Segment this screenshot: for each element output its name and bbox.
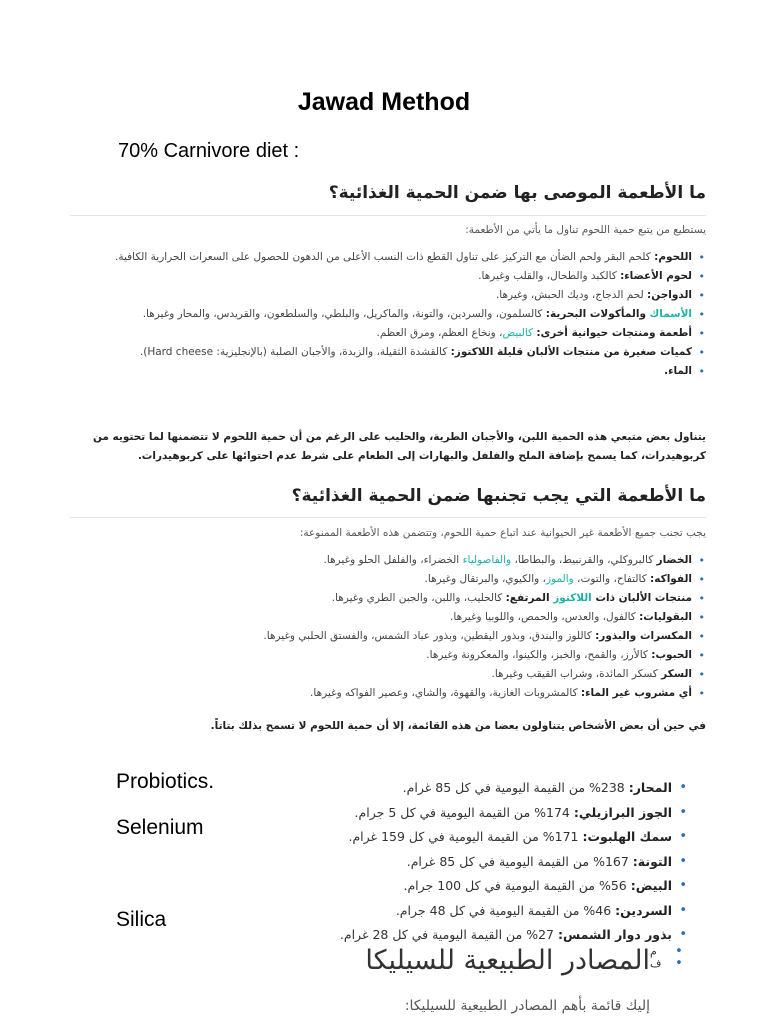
- bullet-pair: [664, 946, 694, 970]
- document-subtitle: 70% Carnivore diet :: [118, 140, 300, 162]
- list-item: • بذور دوار الشمس: 27% من القيمة اليومية في كل 28 غرام.: [212, 923, 672, 948]
- list-item: • التونة: 167% من القيمة اليومية في كل 85 غرام.: [212, 850, 672, 875]
- list-item: • الدواجن: لحم الدجاج، وديك الحبش، وغيرها.: [62, 286, 692, 305]
- list-item: • أي مشروب غير الماء: كالمشروبات الغازية، والقهوة، والشاي، وعصير الفواكه وغيرها.: [62, 684, 692, 703]
- silica-sources-heading: المصادر الطبيعية للسيليكا: [365, 945, 650, 976]
- list-item: • المكسرات والبذور: كاللوز والبندق، وبذور اليقطين، وبذور عباد الشمس، والفستق الحلبي وغيرها.: [62, 627, 692, 646]
- list-item: • أطعمة ومنتجات حيوانية أخرى: كالبيض، ونخاع العظم، ومرق العظم.: [62, 324, 692, 343]
- section-divider: [70, 517, 706, 518]
- list-item: • السكر كسكر المائدة، وشراب القيقب وغيرها.: [62, 665, 692, 684]
- avoid-foods-note: في حين أن بعض الأشخاص يتناولون بعضا من هذه القائمة، إلا أن حمية اللحوم لا تسمح بذلك بتاتاً.: [210, 720, 706, 732]
- list-item: • المحار: 238% من القيمة اليومية في كل 85 غرام.: [212, 776, 672, 801]
- avoid-foods-list: [62, 551, 706, 703]
- list-item: • الفواكه: كالتفاح، والتوت، والموز، والكيوي، والبرتقال وغيرها.: [62, 570, 692, 589]
- list-item: • لحوم الأعضاء: كالكبد والطحال، والقلب وغيرها.: [62, 267, 692, 286]
- truncated-text: م ف: [650, 945, 662, 970]
- probiotics-label: Probiotics.: [116, 770, 215, 793]
- selenium-label: Selenium: [116, 816, 204, 839]
- silica-sources-intro: إليك قائمة بأهم المصادر الطبيعية للسيليكا:: [404, 998, 650, 1014]
- document-title: Jawad Method: [297, 88, 471, 116]
- avoid-foods-heading: ما الأطعمة التي يجب تجنبها ضمن الحمية الغذائية؟: [291, 486, 706, 506]
- bullet-icon: •: [675, 956, 683, 971]
- list-item: • الماء.: [62, 362, 692, 381]
- list-item: • الحبوب: كالأرز، والقمح، والخبز، والكينوا، والمعكرونة وغيرها.: [62, 646, 692, 665]
- allowed-foods-heading: ما الأطعمة الموصى بها ضمن الحمية الغذائية؟: [328, 183, 706, 203]
- list-item: • البيض: 56% من القيمة اليومية في كل 100 جرام.: [212, 874, 672, 899]
- silica-label: Silica: [116, 908, 167, 931]
- avoid-foods-intro: يجب تجنب جميع الأطعمة غير الحيوانية عند اتباع حمية اللحوم، وتتضمن هذه الأطعمة الممنوعة:: [299, 527, 706, 539]
- allowed-foods-note: يتناول بعض متبعي هذه الحمية اللبن، والأجبان الطرية، والحليب على الرغم من أن حمية اللحوم لا تتضمنها لما تحتويه من كربوهيدرات، كما يسمح بإضافة الملح والفلفل والبهارات إلى الطعام على شرط عدم احتوائها على كربوهيدرات.: [92, 431, 706, 462]
- fish-link[interactable]: الأسماك: [649, 308, 692, 320]
- list-item: • الأسماك والمأكولات البحرية: كالسلمون، والسردين، والتونة، والماكريل، والبلطي، والسلطعون، والقريدس، والمحار وغيرها.: [62, 305, 692, 324]
- list-item: • الجوز البرازيلي: 174% من القيمة اليومية في كل 5 جرام.: [212, 801, 672, 826]
- list-item: • السردين: 46% من القيمة اليومية في كل 48 جرام.: [212, 899, 672, 924]
- lactose-link[interactable]: اللاكتوز: [553, 592, 592, 604]
- allowed-foods-list: [62, 248, 706, 381]
- selenium-sources-list: [212, 776, 688, 948]
- list-item: • الخضار كالبروكلي، والقرنبيط، والبطاطا، والفاصولياء الخضراء، والفلفل الحلو وغيرها.: [62, 551, 692, 570]
- bullet-icon: •: [675, 944, 683, 959]
- allowed-foods-intro: يستطيع من يتبع حمية اللحوم تناول ما يأتي من الأطعمة:: [465, 224, 706, 236]
- section-divider: [70, 215, 706, 216]
- list-item: • منتجات الألبان ذات اللاكتوز المرتفع: كالحليب، واللبن، والجبن الطري وغيرها.: [62, 589, 692, 608]
- list-item: • سمك الهلبوت: 171% من القيمة اليومية في كل 159 غرام.: [212, 825, 672, 850]
- eggs-link[interactable]: كالبيض: [502, 327, 537, 339]
- list-item: • كميات صغيرة من منتجات الألبان قليلة اللاكتوز: كالقشدة الثقيلة، والزبدة، والأجبان الصلبة (بالإنجليزية: Hard cheese).: [62, 343, 692, 362]
- beans-link[interactable]: والفاصولياء: [462, 554, 512, 566]
- list-item: • البقوليات: كالفول، والعدس، والحمص، واللوبيا وغيرها.: [62, 608, 692, 627]
- banana-link[interactable]: والموز: [545, 573, 574, 585]
- list-item: • اللحوم: كلحم البقر ولحم الضأن مع التركيز على تناول القطع ذات النسب الأعلى من الدهون للحصول على السعرات الحرارية الكافية.: [62, 248, 692, 267]
